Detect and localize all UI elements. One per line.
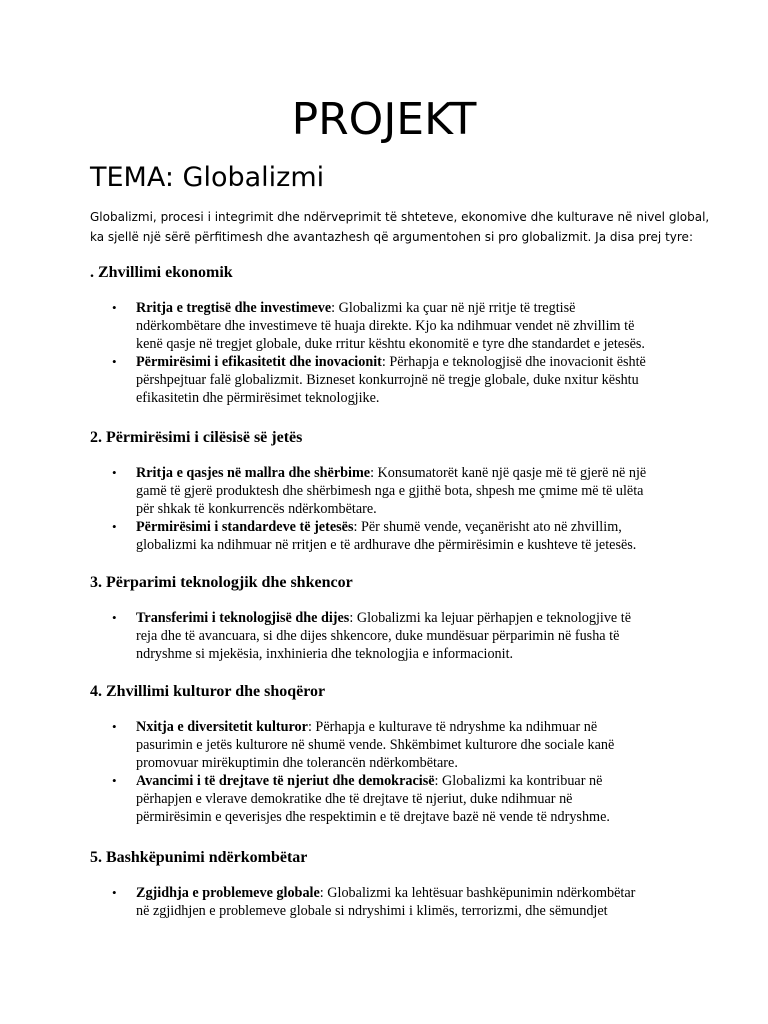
list-item-line <box>136 609 676 627</box>
list-item <box>90 299 676 353</box>
bullet-icon: • <box>112 773 117 788</box>
list-item-line: pasurimin e jetës kulturore në shumë vende. Shkëmbimet kulturore dhe sociale kanë <box>136 737 615 753</box>
bullet-icon: • <box>112 465 117 480</box>
list-item-line <box>136 718 676 736</box>
list-item-term: Zgjidhja e problemeve globale <box>136 885 320 901</box>
bullet-icon: • <box>112 519 117 534</box>
list-item-line: ndërkombëtare dhe investimeve të huaja direkte. Kjo ka ndihmuar vendet në zhvillim të <box>136 318 635 334</box>
intro-line: Globalizmi, procesi i integrimit dhe ndërveprimit të shteteve, ekonomive dhe kulturave në nivel global, <box>90 210 710 224</box>
list-item-term: Përmirësimi i standardeve të jetesës <box>136 519 354 535</box>
list-item <box>90 772 676 826</box>
list-item-line <box>136 518 676 536</box>
list-item-line: në zgjidhjen e problemeve globale si ndryshimi i klimës, terrorizmi, dhe sëmundjet <box>136 903 608 919</box>
list-item <box>90 518 676 554</box>
list-item-text: : Globalizmi ka çuar në një rritje të tregtisë <box>331 300 576 316</box>
list-item-term: Transferimi i teknologjisë dhe dijes <box>136 610 350 626</box>
bullet-icon: • <box>112 610 117 625</box>
bullet-list <box>90 299 676 407</box>
list-item-line: përshpejtuar falë globalizmit. Bizneset konkurrojnë në tregje globale, duke nxitur kështu <box>136 372 639 388</box>
list-item-term: Avancimi i të drejtave të njeriut dhe demokracisë <box>136 773 435 789</box>
list-item-line <box>136 353 676 371</box>
list-item-term: Rritja e qasjes në mallra dhe shërbime <box>136 465 371 481</box>
list-item-line: gamë të gjerë produktesh dhe shërbimesh nga e gjithë bota, shpesh me çmime më të ulëta <box>136 483 644 499</box>
list-item-term: Përmirësimi i efikasitetit dhe inovacionit <box>136 354 382 370</box>
list-item-term: Nxitja e diversitetit kulturor <box>136 719 308 735</box>
list-item-line: reja dhe të avancuara, si dhe dijes shkencore, duke mundësuar përparimin në fusha të <box>136 628 620 644</box>
list-item-line: globalizmi ka ndihmuar në rritjen e të ardhurave dhe përmirësimin e kushteve të jetesës. <box>136 537 637 553</box>
list-item-text: : Globalizmi ka lejuar përhapjen e teknologjive të <box>349 610 632 626</box>
list-item-line: ndryshme si mjekësia, inxhinieria dhe teknologjia e informacionit. <box>136 646 514 662</box>
list-item-line <box>136 772 676 790</box>
list-item-line: për shkak të konkurrencës ndërkombëtare. <box>136 501 377 517</box>
list-item-line <box>136 464 676 482</box>
bullet-icon: • <box>112 300 117 315</box>
section-heading: 2. Përmirësimi i cilësisë së jetës <box>90 429 303 446</box>
list-item-line: efikasitetin dhe përmirësimet teknologjike. <box>136 390 380 406</box>
list-item <box>90 884 676 920</box>
list-item <box>90 464 676 518</box>
list-item-text: : Përhapja e kulturave të ndryshme ka ndihmuar në <box>307 719 598 735</box>
page-title: PROJEKT <box>291 94 477 145</box>
list-item-line: përhapjen e vlerave demokratike dhe të drejtave të njeriut, duke ndihmuar në <box>136 791 573 807</box>
list-item-text: : Globalizmi ka kontribuar në <box>434 773 603 789</box>
list-item-line: promovuar mirëkuptimin dhe tolerancën ndërkombëtare. <box>136 755 458 771</box>
list-item-text: : Konsumatorët kanë një qasje më të gjerë në një <box>370 465 647 481</box>
list-item-text: : Globalizmi ka lehtësuar bashkëpunimin ndërkombëtar <box>319 885 636 901</box>
page-subtitle: TEMA: Globalizmi <box>90 162 325 193</box>
bullet-icon: • <box>112 719 117 734</box>
section-heading: . Zhvillimi ekonomik <box>90 264 233 281</box>
bullet-list <box>90 464 676 554</box>
list-item-text: : Për shumë vende, veçanërisht ato në zhvillim, <box>353 519 622 535</box>
bullet-icon: • <box>112 885 117 900</box>
section-heading: 4. Zhvillimi kulturor dhe shoqëror <box>90 683 326 700</box>
list-item <box>90 718 676 772</box>
intro-paragraph <box>90 207 710 247</box>
list-item-line <box>136 299 676 317</box>
list-item-text: : Përhapja e teknologjisë dhe inovacionit është <box>381 354 646 370</box>
list-item-line: kenë qasje në tregjet globale, duke rritur kështu ekonomitë e tyre dhe standardet e jetesës. <box>136 336 645 352</box>
list-item <box>90 609 676 663</box>
bullet-list <box>90 609 676 663</box>
list-item-term: Rritja e tregtisë dhe investimeve <box>136 300 332 316</box>
bullet-list <box>90 884 676 920</box>
intro-line: ka sjellë një sërë përfitimesh dhe avantazhesh që argumentohen si pro globalizmit. Ja disa prej tyre: <box>90 230 693 244</box>
list-item <box>90 353 676 407</box>
list-item-line <box>136 884 676 902</box>
list-item-line: përmirësimin e qeverisjes dhe respektimin e të drejtave bazë në vende të ndryshme. <box>136 809 610 825</box>
section-heading: 5. Bashkëpunimi ndërkombëtar <box>90 849 308 866</box>
section-heading: 3. Përparimi teknologjik dhe shkencor <box>90 574 353 591</box>
bullet-list <box>90 718 676 826</box>
bullet-icon: • <box>112 354 117 369</box>
